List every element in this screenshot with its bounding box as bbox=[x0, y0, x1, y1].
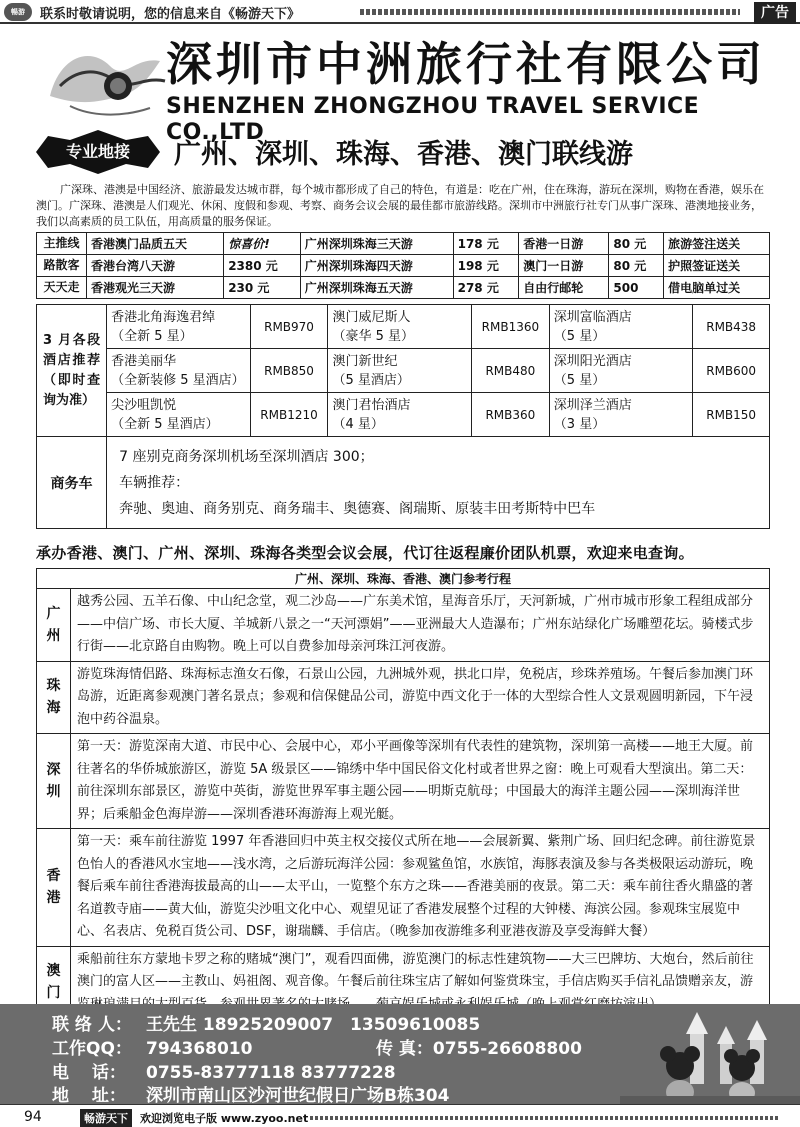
contact-tel-row bbox=[52, 1058, 396, 1083]
route-service: 借电脑单过关 bbox=[664, 277, 770, 299]
route-name: 广州深圳珠海三天游 bbox=[300, 233, 453, 255]
city-name: 香港 bbox=[46, 868, 61, 907]
ad-tag: 广告 bbox=[754, 2, 796, 24]
hotel-title: 香港美丽华 bbox=[111, 353, 177, 369]
castle-mascot-icon bbox=[620, 1004, 800, 1104]
hotel-price: RMB1210 bbox=[250, 393, 328, 437]
itinerary-text: 第一天：游览深南大道、市民中心、会展中心，邓小平画像等深圳有代表性的建筑物，深圳第一高楼——地王大厦。前往著名的华侨城旅游区，游览 5A 级景区——锦绣中华中国民俗文化村或者世界之窗：晚上可观看大型演出。第二天：前往深圳东部景区，游览中英街，游览世界军事主题公园——明斯克航母；中国最大的海洋主题公园——深圳海洋世界；后乘船金色海岸游——深圳香港环海游海上观光艇。 bbox=[71, 734, 770, 829]
contact-tel: 0755-83777118 83777228 bbox=[146, 1063, 396, 1083]
contact-person-row bbox=[52, 1010, 480, 1035]
hotels-side-label: 3 月各段酒店推荐（即时查询为准） bbox=[37, 305, 107, 437]
itinerary-city bbox=[37, 734, 71, 829]
contact-label: 电 话： bbox=[52, 1063, 126, 1083]
hotel-title: 澳门威尼斯人 bbox=[332, 309, 411, 325]
hotel-title: 澳门君怡酒店 bbox=[332, 397, 411, 413]
contact-label: 联 络 人： bbox=[52, 1015, 132, 1035]
table-row bbox=[37, 233, 770, 255]
hotel-grade: （豪华 5 星） bbox=[332, 328, 414, 344]
contact-panel bbox=[0, 1004, 800, 1104]
city-name: 广州 bbox=[46, 605, 61, 644]
car-info bbox=[107, 437, 770, 529]
route-price: 178 元 bbox=[453, 233, 519, 255]
dragon-logo-icon bbox=[40, 36, 180, 122]
hotel-title: 尖沙咀凯悦 bbox=[111, 397, 177, 413]
footer-website: 欢迎浏览电子版 www.zyoo.net bbox=[140, 1112, 309, 1125]
itinerary-text: 第一天：乘车前往游览 1997 年香港回归中英主权交接仪式所在地——会展新翼、紫荆广场、回归纪念碑。前往游览景色怡人的香港风水宝地——浅水湾，之后游玩海洋公园：参观鲨鱼馆，水族馆，海豚表演及参与各类极限运动游玩，晚餐后乘车前往香港海拔最高的山——太平山，一览整个东方之珠——香港美丽的夜景。第二天：乘车前往香火鼎盛的著名道教寺庙——黄大仙，游览尖沙咀文化中心、观望见证了香港发展整个过程的大钟楼、海滨公园。参观珠宝展览中心、名表店、免税百货公司、DSF，谢瑞麟、手信店。（晚参加夜游维多利亚港夜游及享受海鲜大餐） bbox=[71, 829, 770, 947]
contact-qq: 794368010 bbox=[146, 1039, 253, 1059]
hotel-price: RMB480 bbox=[471, 349, 549, 393]
hotel-name bbox=[107, 393, 251, 437]
table-row bbox=[37, 349, 770, 393]
route-name: 自由行邮轮 bbox=[519, 277, 609, 299]
hotel-name bbox=[328, 393, 472, 437]
route-name: 香港观光三天游 bbox=[87, 277, 224, 299]
hotel-price: RMB850 bbox=[250, 349, 328, 393]
hotel-title: 香港北角海逸君绰 bbox=[111, 309, 216, 325]
route-name: 广州深圳珠海四天游 bbox=[300, 255, 453, 277]
contact-addr-row bbox=[52, 1081, 449, 1106]
hotel-title: 深圳泽兰酒店 bbox=[553, 397, 632, 413]
hotel-grade: （5 星） bbox=[553, 372, 606, 388]
hotel-grade: （全新 5 星酒店） bbox=[111, 416, 219, 432]
routes-side-label: 天天走 bbox=[37, 277, 87, 299]
table-row bbox=[37, 734, 770, 829]
route-name: 广州深圳珠海五天游 bbox=[300, 277, 453, 299]
company-name-cn: 深圳市中洲旅行社有限公司 bbox=[166, 37, 766, 91]
table-row bbox=[37, 305, 770, 349]
magazine-logo: 暢游 bbox=[4, 3, 32, 21]
car-label: 商务车 bbox=[37, 437, 107, 529]
contact-label: 工作QQ： bbox=[52, 1039, 132, 1059]
itinerary-table bbox=[36, 568, 770, 1019]
car-line: 车辆推荐： bbox=[119, 474, 190, 491]
hotel-title: 深圳富临酒店 bbox=[553, 309, 632, 325]
table-row bbox=[37, 589, 770, 662]
intro-paragraph: 广深珠、港澳是中国经济、旅游最发达城市群，每个城市都形成了自己的特色，有道是：吃在广州，住在珠海，游玩在深圳，购物在香港，娱乐在澳门。广深珠、港澳是人们观光、休闲、度假和参观、考察、商务会议会展的最佳都市旅游线路。深圳市中洲旅行社专门从事广深珠、港澳地接业务，我们以高素质的员工队伍，用高质量的服务保证。 bbox=[36, 183, 764, 228]
car-line: 奔驰、奥迪、商务别克、商务瑞丰、奥德赛、阁瑞斯、原装丰田考斯特中巴车 bbox=[119, 500, 596, 517]
city-name: 澳门 bbox=[46, 963, 61, 1002]
route-price: 230 元 bbox=[224, 277, 301, 299]
contact-qq-row bbox=[52, 1034, 582, 1059]
hotel-price: RMB150 bbox=[693, 393, 770, 437]
route-name: 香港澳门品质五天 bbox=[87, 233, 224, 255]
top-bar bbox=[0, 0, 800, 24]
route-price: 惊喜价! bbox=[224, 233, 301, 255]
hotel-name bbox=[549, 305, 693, 349]
hotel-grade: （全新 5 星） bbox=[111, 328, 193, 344]
hotel-title: 澳门新世纪 bbox=[332, 353, 398, 369]
route-service: 旅游签注送关 bbox=[664, 233, 770, 255]
contact-person: 王先生 18925209007 13509610085 bbox=[146, 1015, 481, 1035]
table-row bbox=[37, 437, 770, 529]
route-slogan: 广州、深圳、珠海、香港、澳门联线游 bbox=[174, 139, 633, 170]
hotel-name bbox=[549, 349, 693, 393]
hotel-name bbox=[107, 305, 251, 349]
badge-burst bbox=[30, 128, 166, 176]
itinerary-city bbox=[37, 661, 71, 734]
decorative-stripe bbox=[360, 9, 740, 15]
car-line: 7 座别克商务深圳机场至深圳酒店 300； bbox=[119, 448, 374, 465]
hotel-grade: （全新装修 5 星酒店） bbox=[111, 372, 245, 388]
itinerary-text: 乘船前往东方蒙地卡罗之称的赌城“澳门”，观看四面佛，游览澳门的标志性建筑物——大三巴牌坊、大炮台，然后前往澳门的富人区——主教山、妈祖阁、观音像。午餐后前往珠宝店了解如何鉴赏珠宝，手信店购买手信礼品馈赠亲友，游 bbox=[71, 946, 770, 1019]
contact-label: 传 真： bbox=[376, 1039, 433, 1059]
hotel-price: RMB600 bbox=[693, 349, 770, 393]
hotel-grade: （5 星酒店） bbox=[332, 372, 410, 388]
itinerary-city bbox=[37, 589, 71, 662]
routes-side-label: 路散客 bbox=[37, 255, 87, 277]
badge-text: 专业地接 bbox=[65, 142, 130, 161]
hotel-name bbox=[328, 305, 472, 349]
hotel-price: RMB438 bbox=[693, 305, 770, 349]
itinerary-text: 越秀公园、五羊石像、中山纪念堂，观二沙岛——广东美术馆，星海音乐厅，天河新城，广州市城市形象工程组成部分——中信广场、市长大厦、羊城新八景之一“天河漂娟”——亚洲最大人造瀑布；广州东站绿化广场雕塑花坛。骑楼式步行街——北京路自由购物。晚上可以自费参加母亲河珠江河夜游。 bbox=[71, 589, 770, 662]
hotel-grade: （3 星） bbox=[553, 416, 606, 432]
footer-brand: 畅游天下 bbox=[80, 1109, 132, 1127]
hotel-price: RMB360 bbox=[471, 393, 549, 437]
table-row bbox=[37, 569, 770, 589]
hotel-name bbox=[328, 349, 472, 393]
routes-table bbox=[36, 232, 770, 299]
hotel-grade: （5 星） bbox=[553, 328, 606, 344]
route-service: 护照签证送关 bbox=[664, 255, 770, 277]
route-name: 香港台湾八天游 bbox=[87, 255, 224, 277]
notice-text: 联系时敬请说明，您的信息来自《畅游天下》 bbox=[40, 7, 301, 22]
route-price: 198 元 bbox=[453, 255, 519, 277]
company-name-en: SHENZHEN ZHONGZHOU TRAVEL SERVICE CO.,LTD bbox=[166, 94, 700, 145]
bottom-bar bbox=[0, 1104, 800, 1127]
route-name: 香港一日游 bbox=[519, 233, 609, 255]
hotels-table bbox=[36, 304, 770, 529]
contact-label: 地 址： bbox=[52, 1086, 126, 1106]
table-row bbox=[37, 829, 770, 947]
route-price: 278 元 bbox=[453, 277, 519, 299]
table-row bbox=[37, 277, 770, 299]
hotel-grade: （4 星） bbox=[332, 416, 384, 432]
hotel-title: 深圳阳光酒店 bbox=[553, 353, 632, 369]
route-name: 澳门一日游 bbox=[519, 255, 609, 277]
page-number: 94 bbox=[24, 1109, 42, 1125]
hotel-name bbox=[549, 393, 693, 437]
route-price: 80 元 bbox=[609, 255, 664, 277]
hotel-price: RMB1360 bbox=[471, 305, 549, 349]
itinerary-text: 游览珠海情侣路、珠海标志渔女石像，石景山公园，九洲城外观，拱北口岸，免税店，珍珠养殖场。午餐后参加澳门环岛游，近距离参观澳门著名景点；参观和信保健品公司，游览中西文化于一体的大型综合性人文景观圆明新园，下午浸泡中药谷温泉。 bbox=[71, 661, 770, 734]
conference-note: 承办香港、澳门、广州、深圳、珠海各类型会议会展，代订往返程廉价团队机票，欢迎来电查询。 bbox=[36, 544, 694, 562]
hotel-price: RMB970 bbox=[250, 305, 328, 349]
itinerary-city bbox=[37, 829, 71, 947]
contact-fax: 0755-26608800 bbox=[432, 1039, 582, 1059]
decorative-stripe bbox=[310, 1116, 780, 1120]
routes-side-label: 主推线 bbox=[37, 233, 87, 255]
route-price: 80 元 bbox=[609, 233, 664, 255]
route-price: 500 bbox=[609, 277, 664, 299]
table-row bbox=[37, 393, 770, 437]
city-name: 深圳 bbox=[46, 762, 61, 800]
table-row bbox=[37, 661, 770, 734]
contact-address: 深圳市南山区沙河世纪假日广场B栋304 bbox=[146, 1086, 450, 1106]
hotel-name bbox=[107, 349, 251, 393]
itinerary-title: 广州、深圳、珠海、香港、澳门参考行程 bbox=[37, 569, 770, 589]
table-row bbox=[37, 255, 770, 277]
route-price: 2380 元 bbox=[224, 255, 301, 277]
city-name: 珠海 bbox=[46, 678, 61, 717]
